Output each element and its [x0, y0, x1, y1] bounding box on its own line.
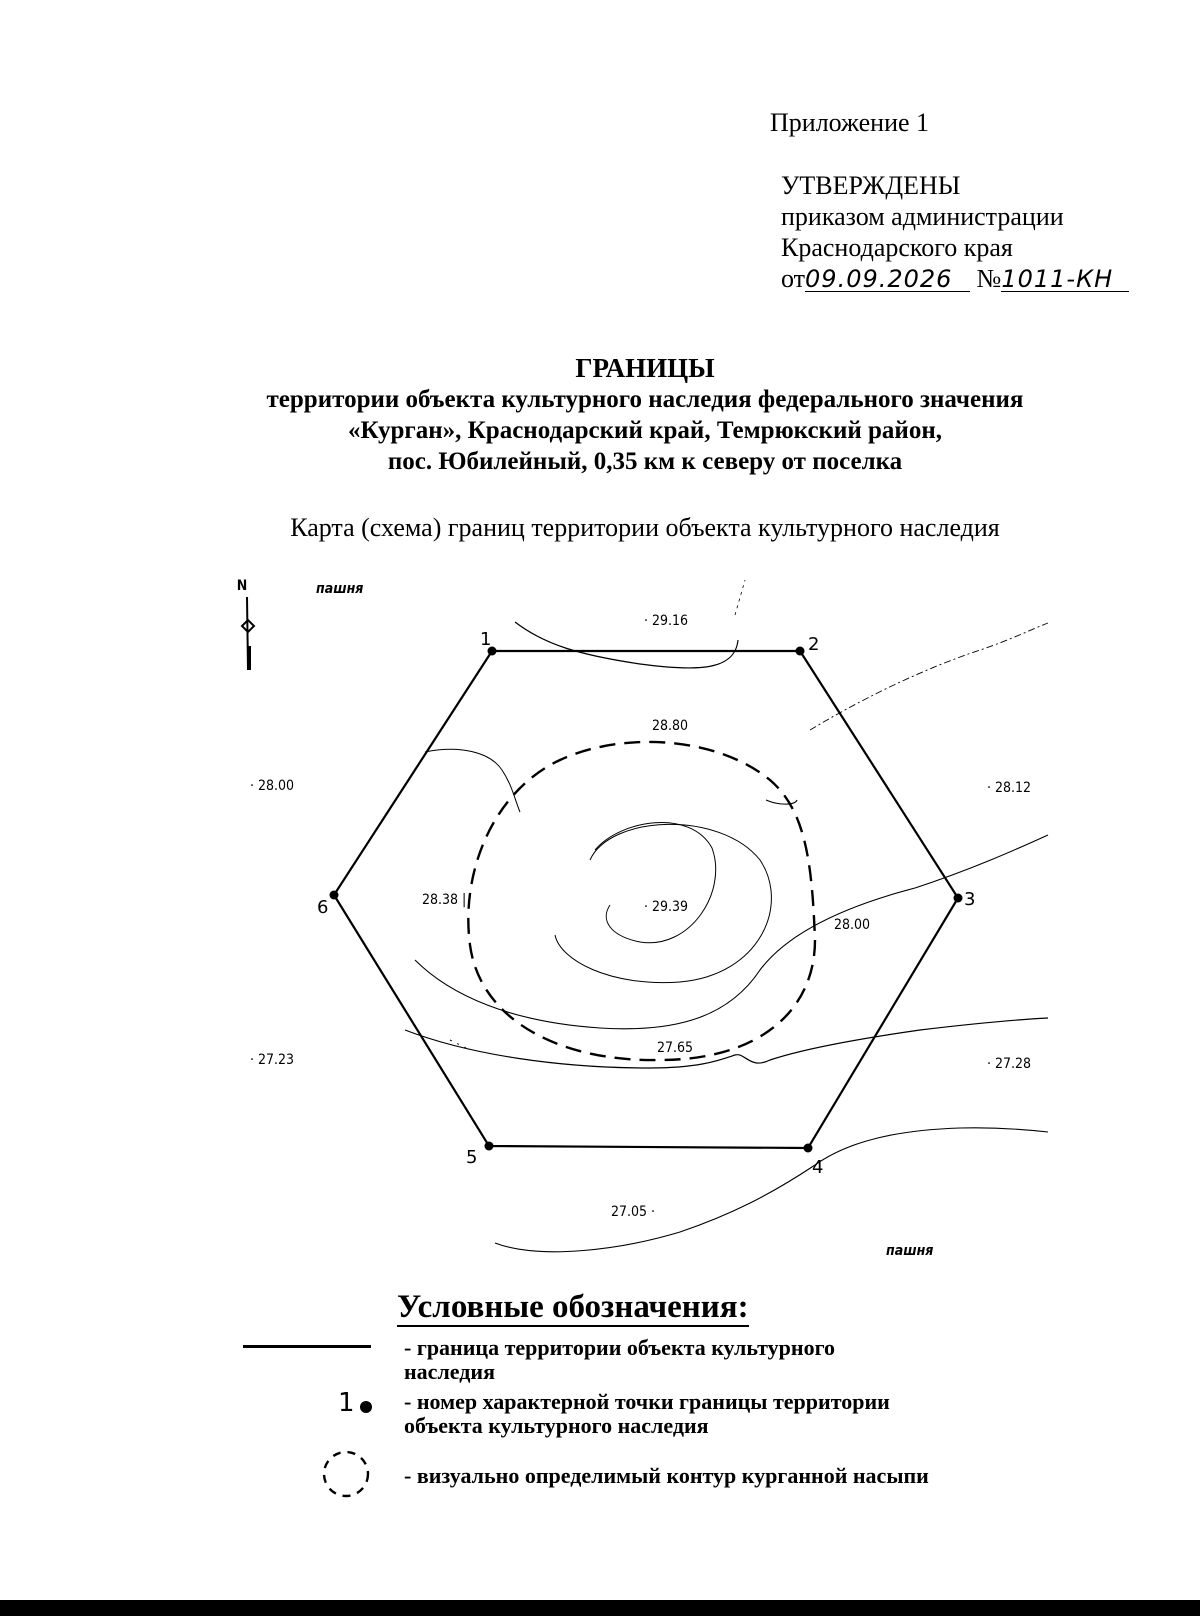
contour-inner-outer: [415, 835, 1048, 1029]
elevation-27-05: 27.05 ·: [611, 1204, 656, 1220]
elevation-28-00-right: 28.00: [834, 917, 871, 933]
elevation-28-00-left: · 28.00: [250, 778, 295, 794]
date-number-line: [781, 263, 1129, 294]
point-label-6: 6: [317, 897, 329, 918]
approved-by-line-1: приказом администрации: [781, 202, 1064, 231]
legend-mound-contour-icon: [318, 1448, 378, 1502]
elevation-28-38: 28.38 |: [422, 892, 467, 908]
boundary-map: [0, 560, 1200, 1260]
point-label-2: 2: [808, 634, 820, 655]
title-line-3: пос. Юбилейный, 0,35 км к северу от поселка: [387, 448, 903, 475]
elevation-28-12: · 28.12: [987, 780, 1032, 796]
boundary-point-2: [796, 647, 805, 656]
date-prefix: от: [781, 264, 806, 293]
boundary-point-5: [485, 1142, 494, 1151]
elevation-27-23: · 27.23: [250, 1052, 295, 1068]
contour-lines: [405, 580, 1048, 1252]
legend-point-line-1: - номер характерной точки границы территории: [404, 1389, 890, 1414]
elevation-27-28: · 27.28: [987, 1056, 1032, 1072]
legend-point-line-2: объекта культурного наследия: [404, 1413, 709, 1438]
field-label-bottom: пашня: [886, 1243, 934, 1259]
field-label-top: пашня: [316, 581, 364, 597]
legend-title: Условные обозначения:: [397, 1289, 749, 1325]
approved-heading: УТВЕРЖДЕНЫ: [781, 171, 961, 200]
contour-ne-long: [810, 623, 1048, 730]
contour-right-upper: [766, 800, 797, 804]
title-line-2: «Курган», Краснодарский край, Темрюкский район,: [348, 417, 942, 444]
contour-tick-top-right: [735, 580, 745, 615]
document-title: [0, 353, 1200, 477]
elevation-28-80: 28.80: [652, 718, 689, 734]
elevation-marks: [250, 613, 1031, 1220]
contour-top: [515, 622, 738, 668]
number-prefix: №: [976, 264, 1002, 293]
elevation-29-39: · 29.39: [644, 899, 689, 915]
contour-inner-small: [595, 822, 716, 942]
approved-by-line-2: Краснодарского края: [781, 233, 1013, 262]
elevation-27-65: 27.65: [657, 1040, 694, 1056]
point-label-3: 3: [964, 889, 976, 910]
boundary-point-3: [954, 894, 963, 903]
legend-boundary-line-1: - граница территории объекта культурного: [404, 1335, 836, 1360]
appendix-label: Приложение 1: [770, 108, 930, 137]
map-caption: Карта (схема) границ территории объекта культурного наследия: [290, 513, 1000, 542]
legend-point-text: [404, 1390, 890, 1438]
approval-block: [781, 170, 1129, 294]
point-label-4: 4: [812, 1157, 824, 1178]
legend-boundary-text: [404, 1336, 835, 1384]
elevation-29-16: · 29.16: [644, 613, 689, 629]
title-line-1: территории объекта культурного наследия федерального значения: [266, 386, 1024, 413]
title-main: ГРАНИЦЫ: [575, 353, 715, 383]
north-label: N: [236, 578, 248, 594]
handwritten-number: 1011-КН: [1001, 267, 1129, 292]
boundary-point-4: [804, 1144, 813, 1153]
legend-point-dot-icon: [360, 1401, 372, 1413]
legend-point-number: 1: [338, 1388, 355, 1418]
scan-border: [0, 1600, 1200, 1616]
north-arrow-icon: [237, 578, 254, 670]
boundary-point-6: [330, 891, 339, 900]
point-label-5: 5: [466, 1147, 478, 1168]
handwritten-date: 09.09.2026: [805, 267, 970, 292]
legend-mound-text: - визуально определимый контур курганной насыпи: [404, 1463, 929, 1488]
contour-lower-long: [405, 1018, 1048, 1068]
legend-boundary-line-2: наследия: [404, 1359, 495, 1384]
mound-contour: [468, 742, 815, 1060]
legend-boundary-line-icon: [243, 1345, 371, 1348]
point-label-1: 1: [480, 629, 492, 650]
